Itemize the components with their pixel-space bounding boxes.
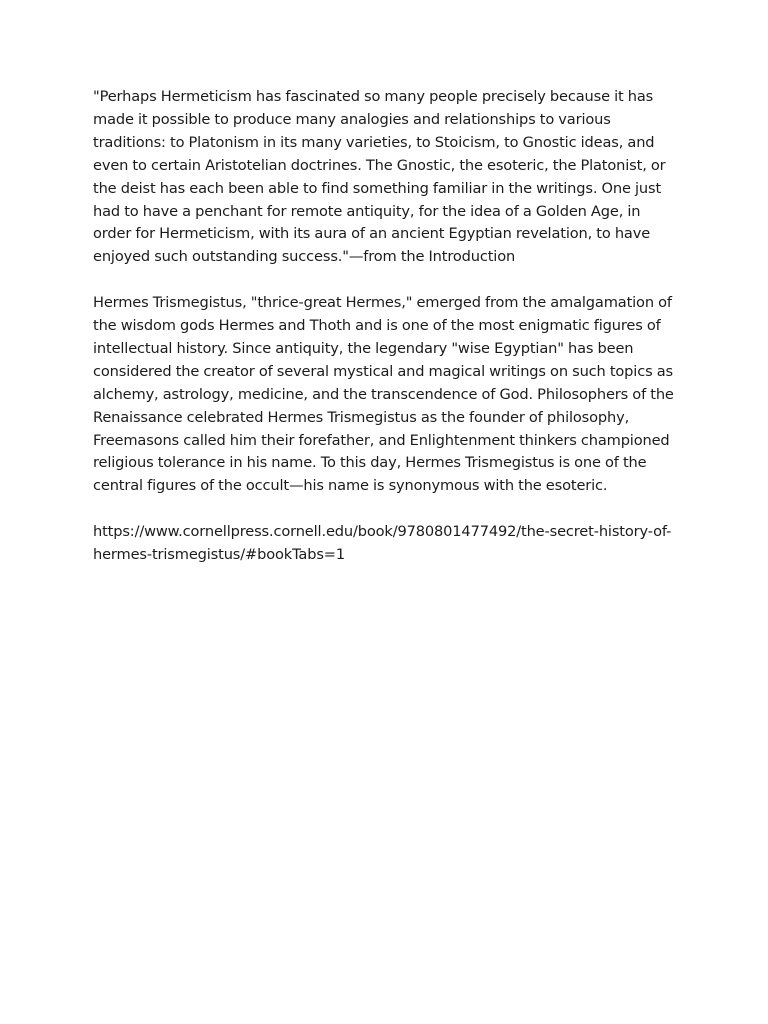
document-body [93,86,678,590]
source-url: https://www.cornellpress.cornell.edu/book/9780801477492/the-secret-history-of-hermes-trismegistus/#bookTabs=1 [93,523,672,564]
hermes-description-paragraph: Hermes Trismegistus, "thrice-great Hermes," emerged from the amalgamation of the wisdom gods Hermes and Thoth and is one of the most enigmatic figures of intellectual history. Since antiquity, the legendary "wise Egyptian" has been considered the creator of several mystical and magical writings on such topics as alchemy, astrology, medicine, and the transcendence of God. Philosophers of the Renaissance celebrated Hermes Trismegistus as the founder of philosophy, Freemasons called him their forefather, and Enlightenment thinkers championed religious tolerance in his name. To this day, Hermes Trismegistus is one of the central figures of the occult—his name is synonymous with the esoteric. [93,294,674,495]
introduction-quote-paragraph: "Perhaps Hermeticism has fascinated so many people precisely because it has made it possible to produce many analogies and relationships to various traditions: to Platonism in its many varieties, to Stoicism, to Gnostic ideas, and even to certain Aristotelian doctrines. The Gnostic, the esoteric, the Platonist, or the deist has each been able to find something familiar in the writings. One just had to have a penchant for remote antiquity, for the idea of a Golden Age, in order for Hermeticism, with its aura of an ancient Egyptian revelation, to have enjoyed such outstanding success."—from the Introduction [93,88,666,266]
